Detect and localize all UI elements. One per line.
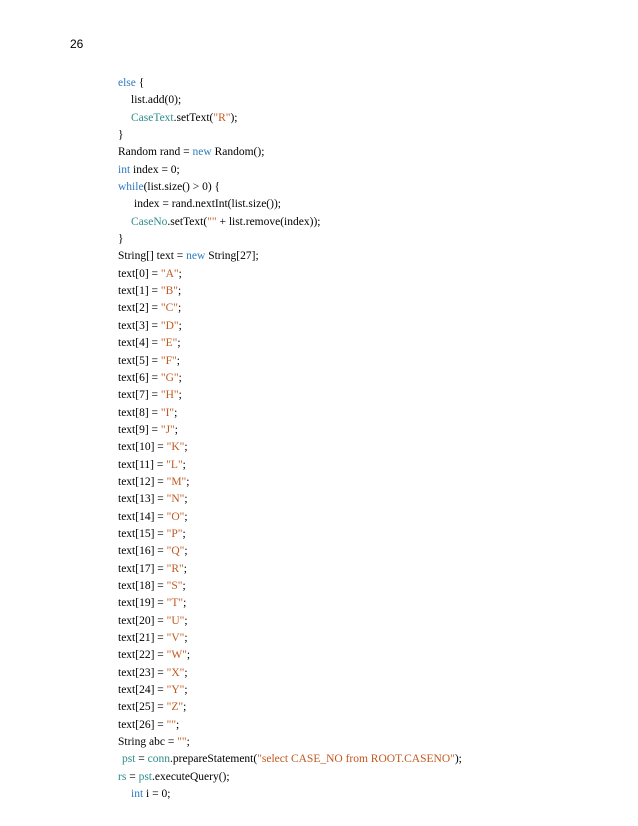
identifier-rs: rs [118,770,127,783]
code-line-assign: text[24] = "Y"; [118,684,188,697]
code-line-casetext: CaseText.setText("R"); [131,111,238,124]
code-line-assign: text[9] = "J"; [118,423,178,436]
code-line-assign: text[12] = "M"; [118,475,190,488]
code-line-close-brace: } [118,129,124,142]
code-line-next-int: index = rand.nextInt(list.size()); [134,198,281,211]
code-line-random: Random rand = new Random(); [118,146,265,159]
keyword-int: int [118,163,131,176]
code-line-execute-query: rs = pst.executeQuery(); [118,770,230,783]
code-listing [118,75,618,803]
code-line-assign: text[20] = "U"; [118,614,188,627]
code-line-assign: text[18] = "S"; [118,579,186,592]
code-line-else: else { [118,77,145,89]
identifier-pst: pst [122,753,136,766]
code-line-list-add: list.add(0); [131,94,182,107]
code-line-int-index: int index = 0; [118,163,180,176]
code-line-assign: text[22] = "W"; [118,649,191,662]
code-line-assign: text[19] = "T"; [118,597,187,610]
code-line-assign: text[0] = "A"; [118,267,182,280]
code-line-int-i: int i = 0; [131,788,171,801]
code-line-string-abc: String abc = ""; [118,736,190,749]
code-line-assign: text[17] = "R"; [118,562,187,575]
keyword-new: new [192,146,212,159]
string-literal: "R" [213,111,231,124]
code-line-assign: text[25] = "Z"; [118,701,187,714]
identifier-conn: conn [147,753,171,766]
code-line-while: while(list.size() > 0) { [118,181,221,194]
code-line-caseno: CaseNo.setText("" + list.remove(index)); [131,215,321,228]
code-line-assign: text[13] = "N"; [118,493,188,506]
code-line-assign: text[8] = "I"; [118,406,178,419]
code-line-assign: text[6] = "G"; [118,371,182,384]
keyword-new: new [186,250,206,263]
code-line-assign: text[3] = "D"; [118,319,182,332]
string-literal-sql: "select CASE_NO from ROOT.CASENO" [257,753,455,766]
code-line-assign: text[14] = "O"; [118,510,188,523]
code-line-assign: text[23] = "X"; [118,666,188,679]
keyword-else: else [118,77,136,89]
keyword-while: while [118,181,144,194]
code-line-close-brace: } [118,233,124,246]
code-line-assign: text[5] = "F"; [118,354,180,367]
identifier-pst: pst [138,770,152,783]
code-line-string-array: String[] text = new String[27]; [118,250,259,263]
code-line-assign: text[16] = "Q"; [118,545,188,558]
code-line-assign: text[2] = "C"; [118,302,182,315]
code-line-assign: text[11] = "L"; [118,458,186,471]
code-line-assign: text[15] = "P"; [118,527,186,540]
page-number: 26 [70,37,84,51]
code-line-prepare-statement: pst = conn.prepareStatement("select CASE_NO from ROOT.CASENO"); [122,753,462,766]
code-line-assign: text[1] = "B"; [118,285,182,298]
string-literal: "" [207,215,217,228]
code-line-assign: text[10] = "K"; [118,441,188,454]
code-line-assign: text[7] = "H"; [118,389,182,402]
code-line-assign: text[21] = "V"; [118,632,188,644]
code-line-assign: text[4] = "E"; [118,337,181,350]
keyword-int: int [131,788,144,801]
identifier-caseno: CaseNo [131,215,168,228]
code-line-assign: text[26] = ""; [118,718,180,731]
identifier-casetext: CaseText [131,111,174,124]
